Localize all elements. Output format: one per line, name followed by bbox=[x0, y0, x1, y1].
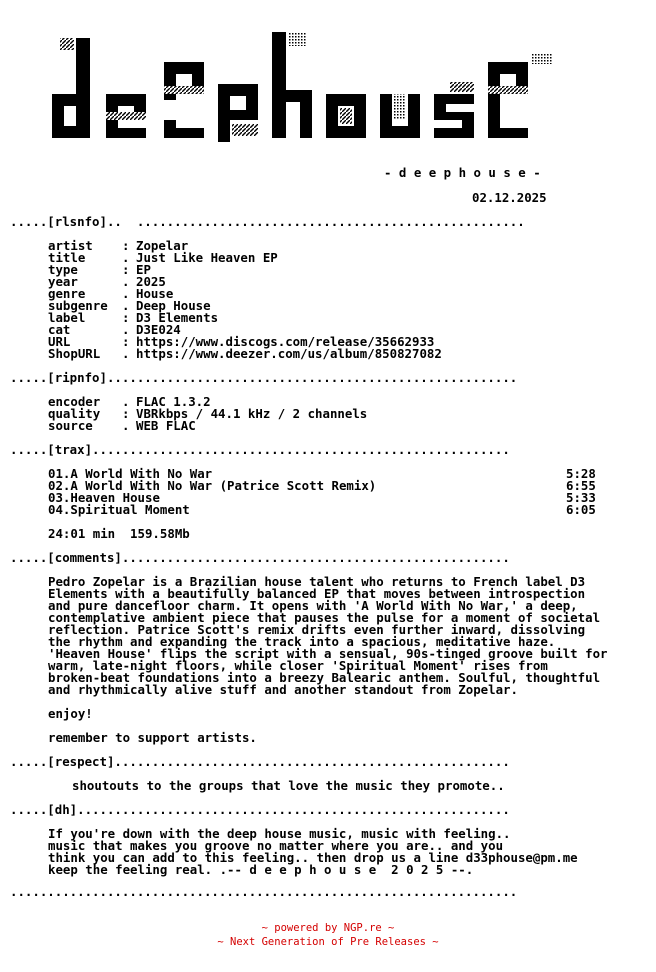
deezer-link[interactable]: https://www.deezer.com/us/album/850827082 bbox=[136, 346, 442, 361]
discogs-link[interactable]: https://www.discogs.com/release/35662933 bbox=[136, 334, 435, 349]
enjoy-text: enjoy! bbox=[48, 706, 93, 721]
section-rlsnfo-header: .....[rlsnfo].. .................................................... bbox=[10, 214, 525, 229]
track-length: 5:33 bbox=[566, 490, 596, 505]
release-sep: : bbox=[122, 310, 130, 325]
comment-line: contemplative ambient piece that pauses the pulse for a moment of societal bbox=[48, 610, 601, 625]
track-title: A World With No War (Patrice Scott Remix) bbox=[70, 478, 377, 493]
rip-key: quality bbox=[48, 406, 101, 421]
footer-powered-by[interactable]: ~ powered by NGP.re ~ bbox=[261, 922, 395, 934]
release-value: House bbox=[136, 286, 174, 301]
release-value: D3 Elements bbox=[136, 310, 219, 325]
release-row-shopurl bbox=[48, 348, 442, 360]
release-value: Zopelar bbox=[136, 238, 189, 253]
section-dh-header: .....[dh].......................................................... bbox=[10, 802, 510, 817]
release-key: title bbox=[48, 250, 86, 265]
release-sep: . bbox=[122, 346, 130, 361]
release-key: ShopURL bbox=[48, 346, 101, 361]
track-title: A World With No War bbox=[70, 466, 213, 481]
dh-line: think you can add to this feeling.. then drop us a line d33phouse@pm.me bbox=[48, 850, 578, 865]
track-title: Heaven House bbox=[70, 490, 160, 505]
release-sep: . bbox=[122, 322, 130, 337]
comment-line: reflection. Patrice Scott's remix drifts even further inward, dissolving bbox=[48, 622, 586, 637]
rip-value: WEB FLAC bbox=[136, 418, 196, 433]
release-value: Deep House bbox=[136, 298, 211, 313]
rip-value: VBRkbps / 44.1 kHz / 2 channels bbox=[136, 406, 368, 421]
release-sep: : bbox=[122, 334, 130, 349]
end-divider: .................................................................... bbox=[10, 884, 518, 899]
comment-line: 'Heaven House' flips the script with a sensual, 90s-tinged groove built for bbox=[48, 646, 608, 661]
track-length: 6:05 bbox=[566, 502, 596, 517]
track-length: 5:28 bbox=[566, 466, 596, 481]
release-sep: . bbox=[122, 298, 130, 313]
rip-sep: . bbox=[122, 418, 130, 433]
footer-tagline: ~ Next Generation of Pre Releases ~ bbox=[217, 936, 439, 948]
comment-line: Pedro Zopelar is a Brazilian house talent who returns to French label D3 bbox=[48, 574, 586, 589]
rip-row-source bbox=[48, 420, 196, 432]
total-time-size: 24:01 min 159.58Mb bbox=[48, 526, 190, 541]
deephouse-logo bbox=[46, 24, 576, 144]
support-text: remember to support artists. bbox=[48, 730, 257, 745]
track-title: Spiritual Moment bbox=[70, 502, 190, 517]
release-value: Just Like Heaven EP bbox=[136, 250, 278, 265]
rip-key: source bbox=[48, 418, 93, 433]
rip-row-quality bbox=[48, 408, 367, 420]
comment-line: the rhythm and expanding the track into a spacious, meditative haze. bbox=[48, 634, 556, 649]
release-sep: : bbox=[122, 262, 130, 277]
logo-tagline: - d e e p h o u s e - bbox=[384, 165, 541, 180]
release-value: D3E024 bbox=[136, 322, 181, 337]
track-length: 6:55 bbox=[566, 478, 596, 493]
rip-sep: : bbox=[122, 406, 130, 421]
section-comments-header: .....[comments].................................................... bbox=[10, 550, 510, 565]
release-row-label bbox=[48, 312, 218, 324]
track-row bbox=[48, 504, 190, 516]
shoutouts-text: shoutouts to the groups that love the music they promote.. bbox=[72, 778, 505, 793]
release-key: artist bbox=[48, 238, 93, 253]
section-respect-header: .....[respect]..................................................... bbox=[10, 754, 510, 769]
rip-key: encoder bbox=[48, 394, 101, 409]
track-number: 04. bbox=[48, 502, 71, 517]
dh-line: music that makes you groove no matter where you are.. and you bbox=[48, 838, 504, 853]
release-sep: : bbox=[122, 238, 130, 253]
dh-line: If you're down with the deep house music, music with feeling.. bbox=[48, 826, 511, 841]
release-key: URL bbox=[48, 334, 71, 349]
track-number: 03. bbox=[48, 490, 71, 505]
release-sep: . bbox=[122, 286, 130, 301]
release-date: 02.12.2025 bbox=[472, 190, 547, 205]
release-sep: . bbox=[122, 274, 130, 289]
release-key: cat bbox=[48, 322, 71, 337]
release-key: type bbox=[48, 262, 78, 277]
comment-line: and rhythmically alive stuff and another standout from Zopelar. bbox=[48, 682, 518, 697]
comment-line: and pure dancefloor charm. It opens with 'A World With No War,' a deep, bbox=[48, 598, 578, 613]
release-sep: . bbox=[122, 250, 130, 265]
release-row-title bbox=[48, 252, 278, 264]
comment-line: Elements with a beautifully balanced EP that moves between introspection bbox=[48, 586, 586, 601]
comment-line: broken-beat foundations into a breezy Balearic anthem. Soulful, thoughtful bbox=[48, 670, 601, 685]
section-trax-header: .....[trax]........................................................ bbox=[10, 442, 510, 457]
release-value: 2025 bbox=[136, 274, 166, 289]
rip-value: FLAC 1.3.2 bbox=[136, 394, 211, 409]
track-number: 01. bbox=[48, 466, 71, 481]
release-key: subgenre bbox=[48, 298, 108, 313]
dh-line: keep the feeling real. .-- d e e p h o u s e 2 0 2 5 --. bbox=[48, 862, 474, 877]
track-number: 02. bbox=[48, 478, 71, 493]
rip-sep: . bbox=[122, 394, 130, 409]
release-key: genre bbox=[48, 286, 86, 301]
comment-line: warm, late-night floors, while closer 'Spiritual Moment' rises from bbox=[48, 658, 548, 673]
release-key: label bbox=[48, 310, 86, 325]
release-key: year bbox=[48, 274, 78, 289]
section-ripnfo-header: .....[ripnfo]....................................................... bbox=[10, 370, 518, 385]
release-value: EP bbox=[136, 262, 151, 277]
